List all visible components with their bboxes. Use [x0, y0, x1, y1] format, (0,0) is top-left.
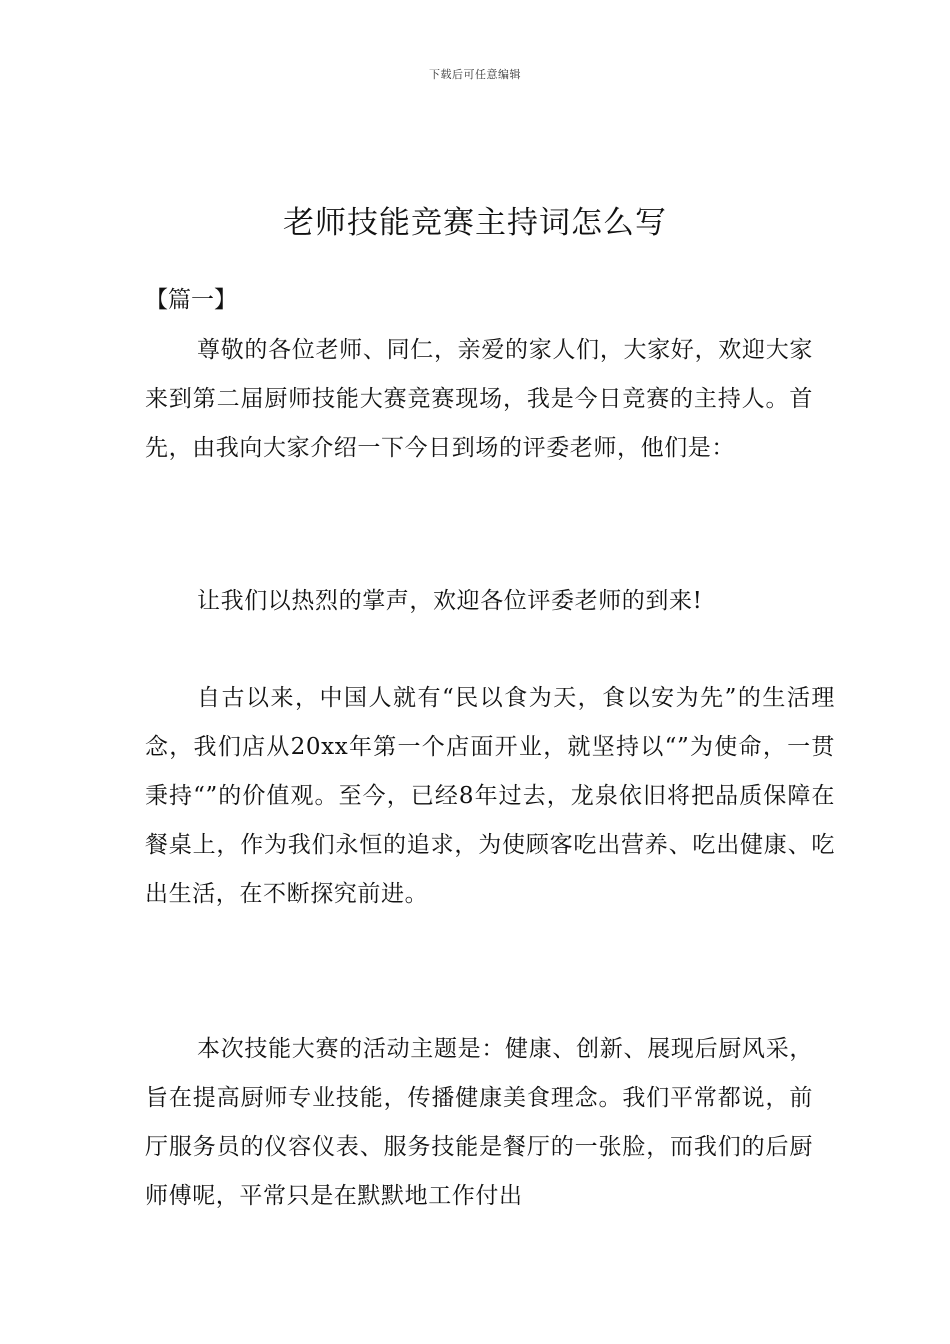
section-label: 【篇一】 — [145, 287, 237, 313]
document-title: 老师技能竞赛主持词怎么写 — [283, 204, 667, 241]
paragraph-history: 自古以来，中国人就有“民以食为天，食以安为先”的生活理念，我们店从20xx年第一个店面开业，就坚持以“”为使命，一贯秉持“”的价值观。至今，已经8年过去，龙泉依旧将把品质保障在餐桌上，作为我们永恒的追求，为使顾客吃出营养、吃出健康、吃出生活，在不断探究前进。 — [145, 685, 835, 907]
paragraph-applause: 让我们以热烈的掌声，欢迎各位评委老师的到来! — [197, 588, 703, 614]
page-header-note: 下载后可任意编辑 — [429, 68, 521, 81]
paragraph-theme: 本次技能大赛的活动主题是：健康、创新、展现后厨风采，旨在提高厨师专业技能，传播健康美食理念。我们平常都说，前厅服务员的仪容仪表、服务技能是餐厅的一张脸，而我们的后厨师傅呢，平常只是在默默地工作付出 — [145, 1036, 813, 1209]
paragraph-opening: 尊敬的各位老师、同仁，亲爱的家人们，大家好，欢迎大家来到第二届厨师技能大赛竞赛现场，我是今日竞赛的主持人。首先，由我向大家介绍一下今日到场的评委老师，他们是： — [145, 337, 813, 461]
